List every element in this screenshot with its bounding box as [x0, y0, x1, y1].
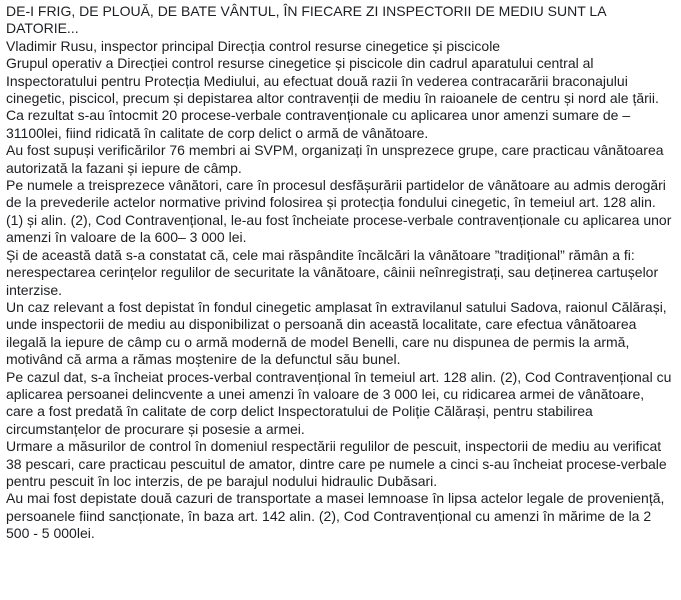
post-paragraph: Ca rezultat s-au întocmit 20 procese-verbale contravenționale cu aplicarea unor amenzi sumare de – 31100lei, fiind ridicată în calitate de corp delict o armă de vânătoare.: [6, 107, 631, 141]
post-author-line: Vladimir Rusu, inspector principal Direcția control resurse cinegetice și piscicole: [6, 37, 501, 54]
post-title: DE-I FRIG, DE PLOUĂ, DE BATE VÂNTUL, ÎN FIECARE ZI INSPECTORII DE MEDIU SUNT LA DATORIE...: [6, 3, 606, 37]
post-paragraph: Și de această dată s-a constatat că, cele mai răspândite încălcări la vânătoare ”tradițional” rămân a fi: nerespectarea cerințelor regulilor de securitate la vânătoare, câinii neînregistrați, sau deținerea cartușelor interzise.: [6, 246, 659, 298]
post-paragraph: Au fost supuși verificărilor 76 membri ai SVPM, organizați în unsprezece grupe, care practicau vânătoarea autorizată la fazani și iepure de câmp.: [6, 142, 664, 176]
post-paragraph: Un caz relevant a fost depistat în fondul cinegetic amplasat în extravilanul satului Sadova, raionul Călărași, unde inspectorii de mediu au disponibilizat o persoană din această localitate, care efectua vânătoarea ilegală la iepure de câmp cu o armă modernă de model Benelli, care nu dispunea de permis la armă, motivând că arma a rămas moștenire de la defunctul său bunel.: [6, 298, 667, 368]
post-paragraph: Au mai fost depistate două cazuri de transportate a masei lemnoase în lipsa actelor legale de proveniență, persoanele fiind sancționate, în baza art. 142 alin. (2), Cod Contravențional cu amenzi în mărime de la 2 500 - 5 000lei.: [6, 490, 665, 542]
post-paragraph: Urmare a măsurilor de control în domeniul respectării regulilor de pescuit, inspectorii de mediu au verificat 38 pescari, care practicau pescuitul de amator, dintre care pe numele a cinci s-au încheiat procese-verbale pentru pescuit în loc interzis, de pe barajul nodului hidraulic Dubăsari.: [6, 438, 667, 489]
post-paragraph: Pe numele a treisprezece vânători, care în procesul desfășurării partidelor de vânătoare au admis derogări de la prevederile actelor normative privind folosirea și protecția fondului cinegetic, în temeiul art. 128 alin. (1) și alin. (2), Cod Contravențional, le-au fost încheiate procese-verbale contravenționale cu aplicarea unor amenzi în valoare de la 600– 3 000 lei.: [6, 177, 672, 246]
post-paragraph: Pe cazul dat, s-a încheiat proces-verbal contravențional în temeiul art. 128 alin. (2), Cod Contravențional cu aplicarea persoanei delincvente a unei amenzi în valoare de 3 000 lei, cu ridicarea armei de vânătoare, care a fost predată în calitate de corp delict Inspectoratului de Poliție Călărași, pentru stabilirea circumstanțelor de procurare și posesie a armei.: [6, 368, 672, 437]
post-paragraph: Grupul operativ a Direcției control resurse cinegetice și piscicole din cadrul aparatului central al Inspectoratului pentru Protecția Mediului, au efectuat două razii în vederea contracarării braconajului cinegetic, piscicol, precum și depistarea altor contravenții de mediu în raioanele de centru și nord ale țării.: [6, 55, 659, 107]
